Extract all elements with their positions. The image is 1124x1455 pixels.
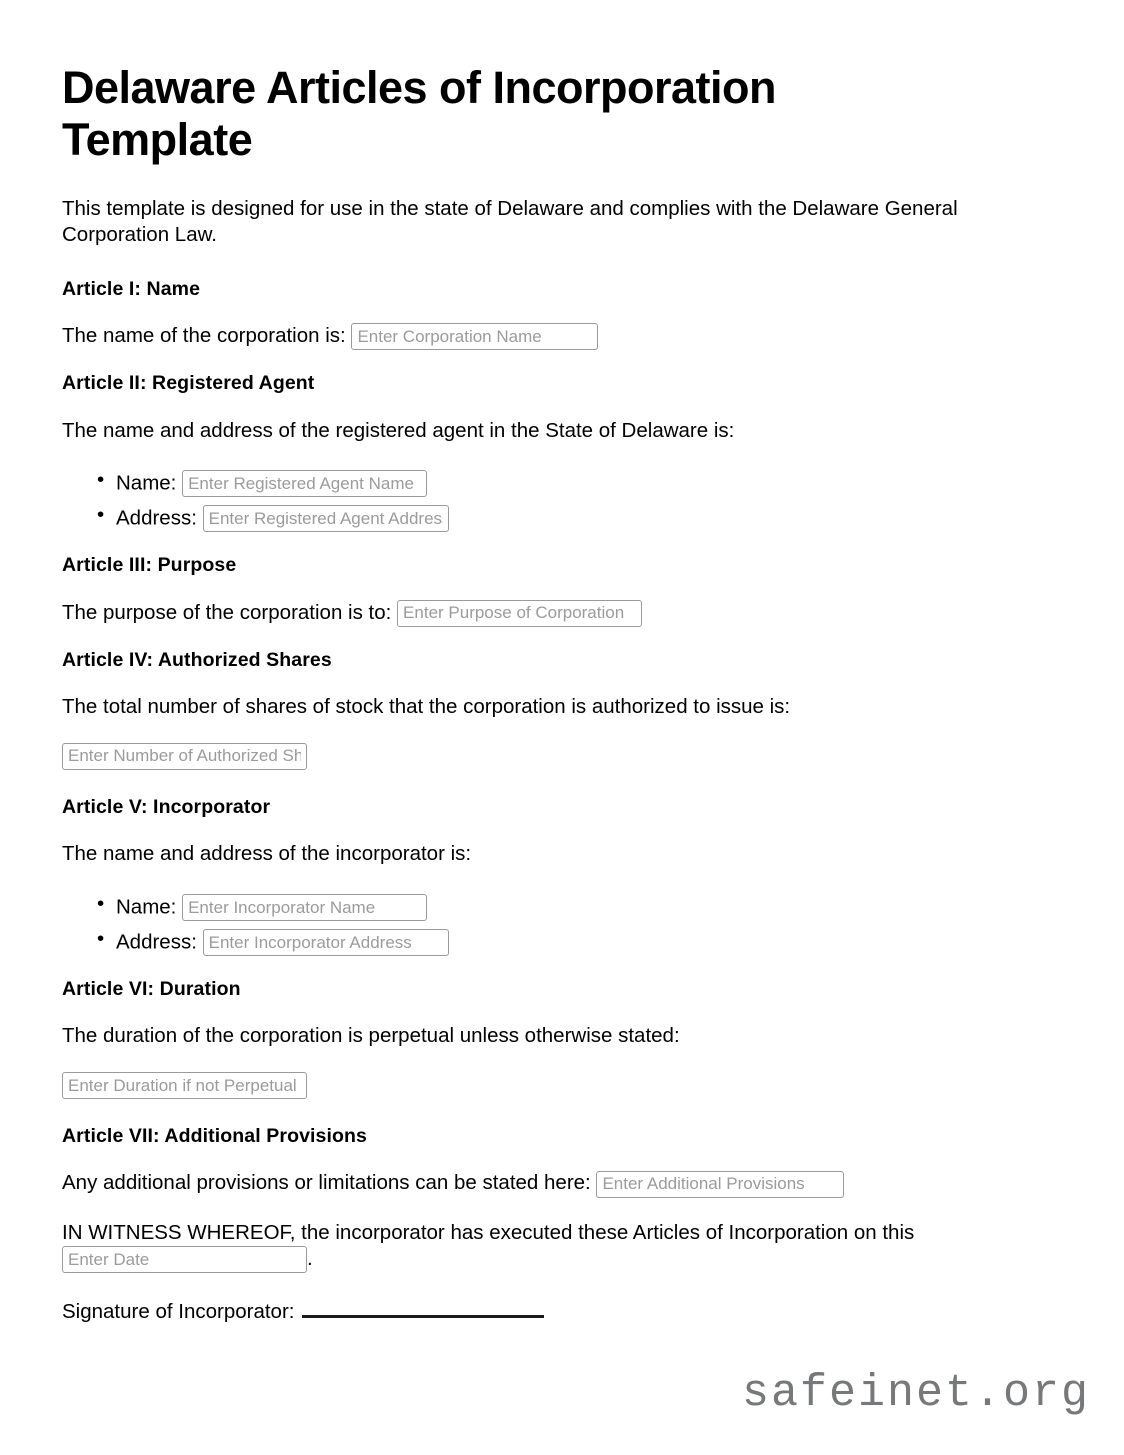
registered-agent-name-label: Name:	[116, 471, 177, 495]
article-iv-paragraph: The total number of shares of stock that the corporation is authorized to issue is:	[62, 695, 791, 719]
witness-clause	[62, 1220, 1062, 1274]
incorporator-address-input[interactable]	[203, 929, 449, 956]
incorporator-name-input[interactable]	[182, 894, 427, 921]
bullet-icon: •	[97, 468, 105, 492]
list-item	[62, 470, 1062, 497]
article-i-paragraph	[62, 323, 1062, 350]
page-title: Delaware Articles of Incorporation Template	[62, 62, 777, 165]
signature-label: Signature of Incorporator:	[62, 1300, 295, 1324]
article-vii-heading: Article VII: Additional Provisions	[62, 1125, 367, 1148]
bullet-icon: •	[97, 927, 105, 950]
article-iii-heading: Article III: Purpose	[62, 554, 237, 577]
registered-agent-address-label: Address:	[116, 506, 197, 530]
witness-text-after: .	[307, 1247, 313, 1271]
article-vii-paragraph	[62, 1170, 1062, 1197]
duration-input[interactable]	[62, 1072, 307, 1099]
article-v-paragraph: The name and address of the incorporator is:	[62, 842, 472, 866]
article-vi-paragraph: The duration of the corporation is perpetual unless otherwise stated:	[62, 1024, 680, 1048]
article-vi-heading: Article VI: Duration	[62, 978, 241, 1000]
article-iii-paragraph	[62, 600, 1062, 627]
article-i-heading: Article I: Name	[62, 277, 201, 300]
list-item	[62, 894, 1062, 921]
article-iv-heading: Article IV: Authorized Shares	[62, 648, 332, 671]
list-item	[62, 929, 1062, 956]
additional-provisions-input[interactable]	[596, 1171, 844, 1198]
registered-agent-field-list	[62, 470, 1062, 532]
article-ii-heading: Article II: Registered Agent	[62, 372, 315, 395]
incorporator-name-label: Name:	[116, 895, 177, 919]
incorporator-address-label: Address:	[116, 930, 197, 954]
corporation-name-input[interactable]	[351, 323, 598, 350]
duration-input-row	[62, 1072, 1062, 1099]
bullet-icon: •	[97, 503, 105, 527]
incorporator-field-list	[62, 894, 1062, 956]
authorized-shares-input[interactable]	[62, 743, 307, 770]
watermark: safeinet.org	[741, 1368, 1090, 1419]
signature-row	[62, 1299, 1062, 1326]
article-v-heading: Article V: Incorporator	[62, 795, 271, 818]
list-item	[62, 505, 1062, 532]
purpose-input[interactable]	[397, 600, 642, 627]
execution-date-input[interactable]	[62, 1246, 307, 1273]
article-iii-label: The purpose of the corporation is to:	[62, 600, 392, 624]
article-i-label: The name of the corporation is:	[62, 324, 346, 348]
intro-paragraph: This template is designed for use in the state of Delaware and complies with the Delaware General Corporation Law.	[62, 196, 958, 246]
article-vii-label: Any additional provisions or limitations can be stated here:	[62, 1171, 591, 1195]
registered-agent-name-input[interactable]	[182, 470, 427, 497]
signature-line[interactable]	[302, 1301, 544, 1318]
registered-agent-address-input[interactable]	[203, 505, 449, 532]
witness-text-before: IN WITNESS WHEREOF, the incorporator has executed these Articles of Incorporation on this	[62, 1220, 915, 1244]
bullet-icon: •	[97, 892, 105, 915]
authorized-shares-input-row	[62, 743, 1062, 770]
article-ii-paragraph: The name and address of the registered agent in the State of Delaware is:	[62, 418, 735, 442]
